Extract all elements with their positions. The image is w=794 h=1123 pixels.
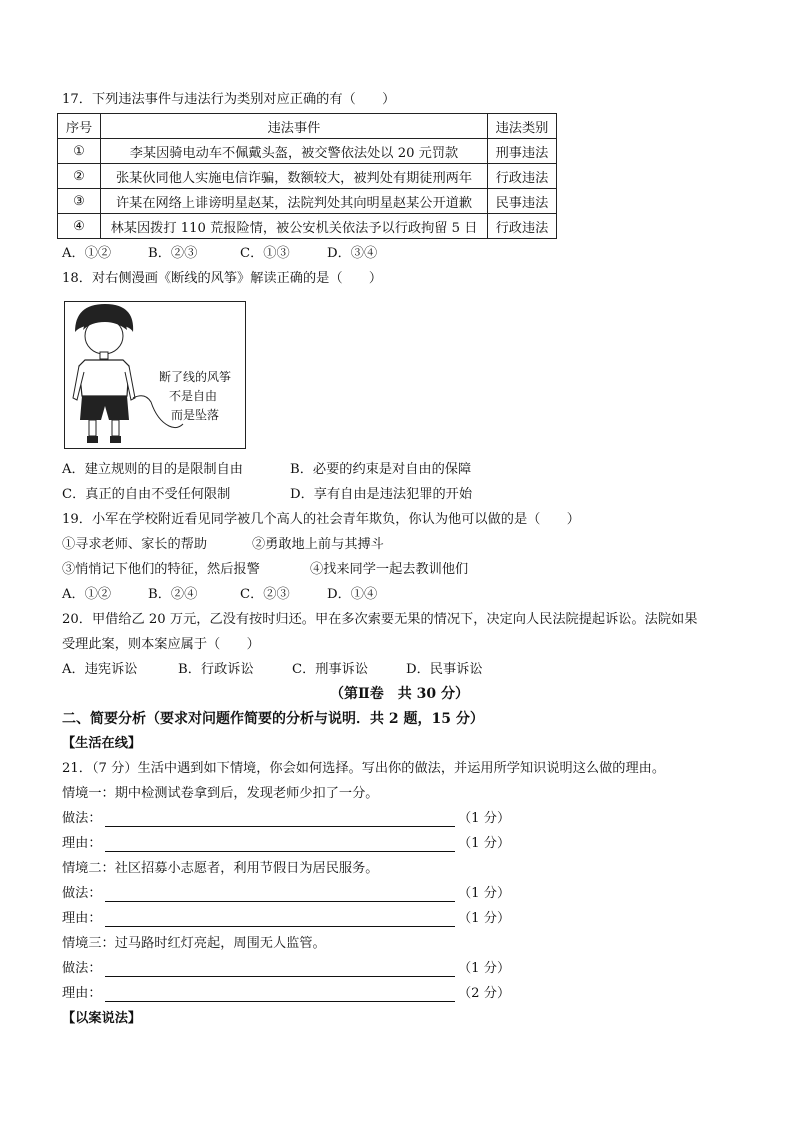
q18-stem: 18．对右侧漫画《断线的风筝》解读正确的是（ ） [62, 271, 383, 286]
table-row [58, 164, 557, 189]
q19-option-c: C．②③ [240, 587, 290, 602]
comic-caption-3: 而是坠落 [171, 408, 220, 422]
row-event: 李某因骑电动车不佩戴头盔，被交警依法处以 20 元罚款 [101, 139, 488, 164]
answer-do-label: 做法： [62, 886, 102, 901]
part2-title: （第Ⅱ卷 共 30 分） [330, 686, 470, 702]
scenario-2-title: 情境二：社区招募小志愿者，利用节假日为居民服务。 [62, 861, 379, 876]
q20-stem-line1: 20．甲借给乙 20 万元，乙没有按时归还。甲在多次索要无果的情况下，决定向人民法院提起诉讼。法院如果 [62, 612, 698, 627]
score-label: （1 分） [458, 911, 511, 926]
q20-option-d: D．民事诉讼 [406, 662, 483, 677]
answer-blank-why-2[interactable] [105, 926, 455, 927]
section-tag-life: 【生活在线】 [62, 736, 142, 751]
table-header-row [58, 114, 557, 139]
answer-why-label: 理由： [62, 836, 102, 851]
scenario-3-title: 情境三：过马路时红灯亮起，周围无人监管。 [62, 936, 326, 951]
q20-option-b: B．行政诉讼 [178, 662, 254, 677]
row-event: 林某因拨打 110 荒报险情，被公安机关依法予以行政拘留 5 日 [101, 214, 488, 239]
score-label: （1 分） [458, 961, 511, 976]
q21-stem: 21．（7 分）生活中遇到如下情境，你会如何选择。写出你的做法，并运用所学知识说明这么做的理由。 [62, 761, 666, 776]
row-number: ④ [58, 214, 101, 239]
q18-option-c: C．真正的自由不受任何限制 [62, 487, 231, 502]
q20-stem-line2: 受理此案，则本案应属于（ ） [62, 637, 260, 652]
q19-option-b: B．②④ [148, 587, 198, 602]
q18-option-b: B．必要的约束是对自由的保障 [290, 462, 472, 477]
row-number: ① [58, 139, 101, 164]
row-type: 民事违法 [488, 189, 557, 214]
row-type: 行政违法 [488, 164, 557, 189]
scenario-1-title: 情境一：期中检测试卷拿到后，发现老师少扣了一分。 [62, 786, 379, 801]
q19-item-3: ③悄悄记下他们的特征，然后报警 [62, 562, 260, 577]
q18-option-d: D．享有自由是违法犯罪的开始 [290, 487, 473, 502]
answer-blank-why-1[interactable] [105, 851, 455, 852]
q19-option-a: A．①② [62, 587, 112, 602]
q17-stem: 17．下列违法事件与违法行为类别对应正确的有（ ） [62, 92, 396, 107]
row-event: 张某伙同他人实施电信诈骗，数额较大，被判处有期徒刑两年 [101, 164, 488, 189]
answer-blank-do-2[interactable] [105, 901, 455, 902]
comic-caption-1: 断了线的风筝 [159, 370, 232, 384]
section-heading: 二、简要分析（要求对问题作简要的分析与说明．共 2 题，15 分） [62, 711, 484, 727]
q17-option-a: A．①② [62, 246, 112, 261]
q19-item-4: ④找来同学一起去教训他们 [310, 562, 469, 577]
table-header-cell: 违法类别 [488, 114, 557, 139]
row-number: ③ [58, 189, 101, 214]
answer-why-label: 理由： [62, 986, 102, 1001]
q17-option-d: D．③④ [327, 246, 378, 261]
row-event: 许某在网络上诽谤明星赵某，法院判处其向明星赵某公开道歉 [101, 189, 488, 214]
table-row [58, 214, 557, 239]
q20-option-c: C．刑事诉讼 [292, 662, 369, 677]
comic-image [64, 301, 246, 449]
table-row [58, 189, 557, 214]
q20-option-a: A．违宪诉讼 [62, 662, 138, 677]
q19-option-d: D．①④ [327, 587, 378, 602]
q19-item-2: ②勇敢地上前与其搏斗 [252, 537, 384, 552]
row-number: ② [58, 164, 101, 189]
table-header-cell: 序号 [58, 114, 101, 139]
q17-option-c: C．①③ [240, 246, 290, 261]
table-row [58, 139, 557, 164]
violation-table [57, 113, 557, 239]
table-header-cell: 违法事件 [101, 114, 488, 139]
score-label: （1 分） [458, 836, 511, 851]
comic-caption-2: 不是自由 [169, 389, 218, 403]
answer-why-label: 理由： [62, 911, 102, 926]
row-type: 行政违法 [488, 214, 557, 239]
q17-option-b: B．②③ [148, 246, 198, 261]
answer-blank-do-1[interactable] [105, 826, 455, 827]
answer-do-label: 做法： [62, 961, 102, 976]
score-label: （1 分） [458, 811, 511, 826]
row-type: 刑事违法 [488, 139, 557, 164]
answer-do-label: 做法： [62, 811, 102, 826]
score-label: （1 分） [458, 886, 511, 901]
score-label: （2 分） [458, 986, 511, 1001]
answer-blank-why-3[interactable] [105, 1001, 455, 1002]
answer-blank-do-3[interactable] [105, 976, 455, 977]
q19-item-1: ①寻求老师、家长的帮助 [62, 537, 208, 552]
q18-option-a: A．建立规则的目的是限制自由 [62, 462, 243, 477]
section-tag-case: 【以案说法】 [62, 1011, 142, 1026]
q19-stem: 19．小军在学校附近看见同学被几个高人的社会青年欺负，你认为他可以做的是（ ） [62, 512, 580, 527]
